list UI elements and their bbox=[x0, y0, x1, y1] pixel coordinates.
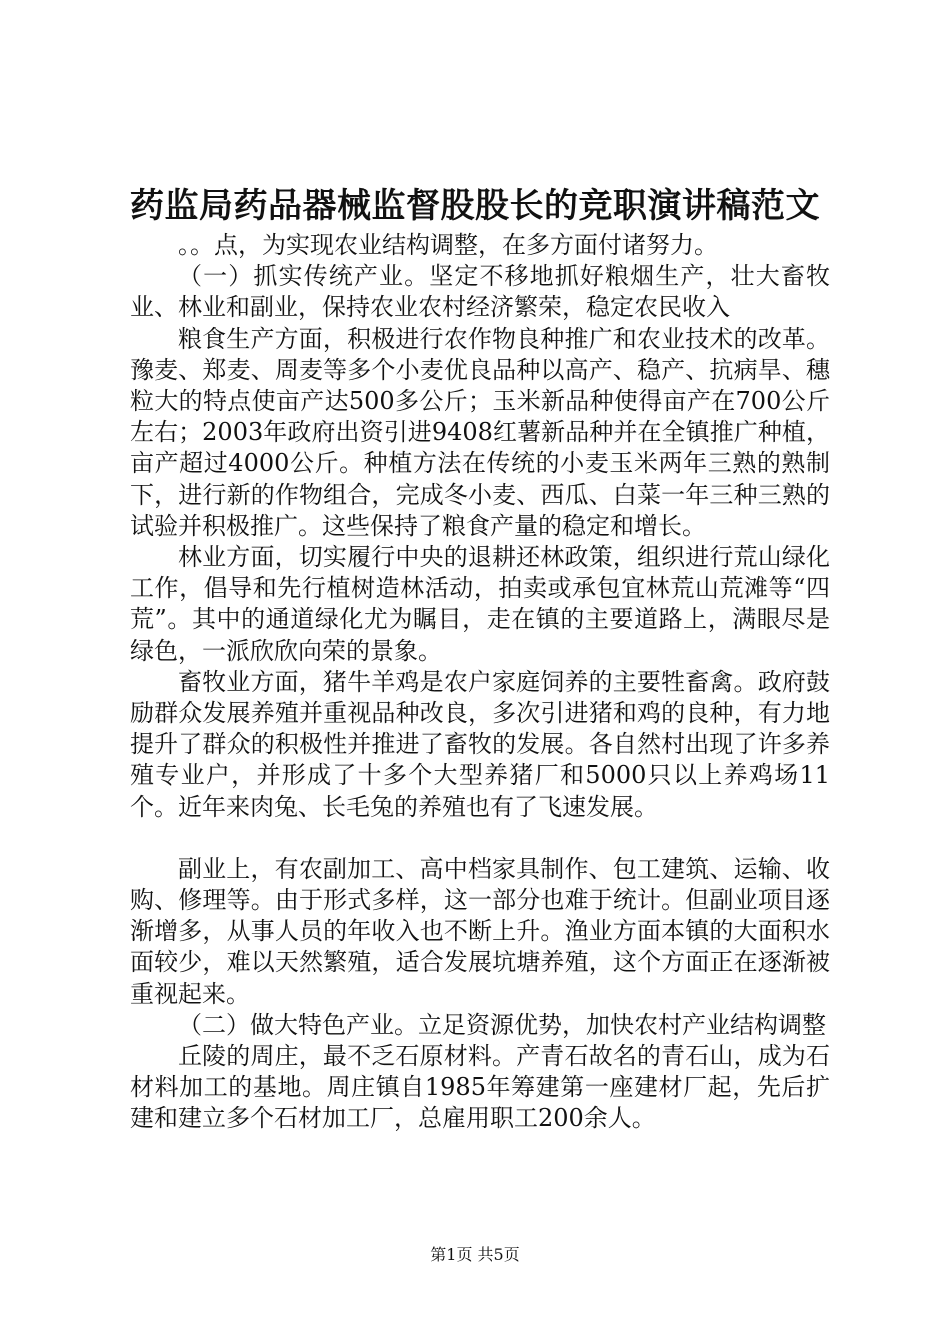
paragraph-section-two-heading: （二）做大特色产业。立足资源优势，加快农村产业结构调整 bbox=[178, 1010, 826, 1039]
paragraph-stone-industry: 丘陵的周庄，最不乏石原材料。产青石故名的青石山，成为石材料加工的基地。周庄镇自1985年筹建第一座建材厂起，先后扩建和建立多个石材加工厂，总雇用职工200余人。 bbox=[130, 1042, 830, 1133]
paragraph-intro: 。。点，为实现农业结构调整，在多方面付诸努力。 bbox=[178, 231, 718, 259]
paragraph-livestock: 畜牧业方面，猪牛羊鸡是农户家庭饲养的主要牲畜禽。政府鼓励群众发展养殖并重视品种改良，多次引进猪和鸡的良种，有力地提升了群众的积极性并推进了畜牧的发展。各自然村出现了许多养殖专业户，并形成了十多个大型养猪厂和5000只以上养鸡场11个。近年来肉兔、长毛兔的养殖也有了飞速发展。 bbox=[130, 667, 830, 821]
document-title: 药监局药品器械监督股股长的竞职演讲稿范文 bbox=[130, 186, 820, 226]
paragraph-grain-production: 粮食生产方面，积极进行农作物良种推广和农业技术的改革。豫麦、郑麦、周麦等多个小麦优良品种以高产、稳产、抗病旱、穗粒大的特点使亩产达500多公斤；玉米新品种使得亩产在700公斤左右；2003年政府出资引进9408红薯新品种并在全镇推广种植，亩产超过4000公斤。种植方法在传统的小麦玉米两年三熟的熟制下，进行新的作物组合，完成冬小麦、西瓜、白菜一年三种三熟的试验并积极推广。这些保持了粮食产量的稳定和增长。 bbox=[130, 324, 830, 540]
paragraph-spacer bbox=[130, 823, 830, 854]
page-number-footer: 第1页 共5页 bbox=[430, 1245, 520, 1264]
paragraph-forestry: 林业方面，切实履行中央的退耕还林政策，组织进行荒山绿化工作，倡导和先行植树造林活动，拍卖或承包宜林荒山荒滩等“四荒”。其中的通道绿化尤为瞩目，走在镇的主要道路上，满眼尽是绿色，一派欣欣向荣的景象。 bbox=[130, 543, 830, 665]
paragraph-section-one-heading: （一）抓实传统产业。坚定不移地抓好粮烟生产，壮大畜牧业、林业和副业，保持农业农村经济繁荣，稳定农民收入 bbox=[130, 262, 830, 322]
paragraph-sideline: 副业上，有农副加工、高中档家具制作、包工建筑、运输、收购、修理等。由于形式多样，这一部分也难于统计。但副业项目逐渐增多，从事人员的年收入也不断上升。渔业方面本镇的大面积水面较少，难以天然繁殖，适合发展坑塘养殖，这个方面正在逐渐被重视起来。 bbox=[130, 854, 830, 1008]
document-body bbox=[130, 230, 830, 1135]
